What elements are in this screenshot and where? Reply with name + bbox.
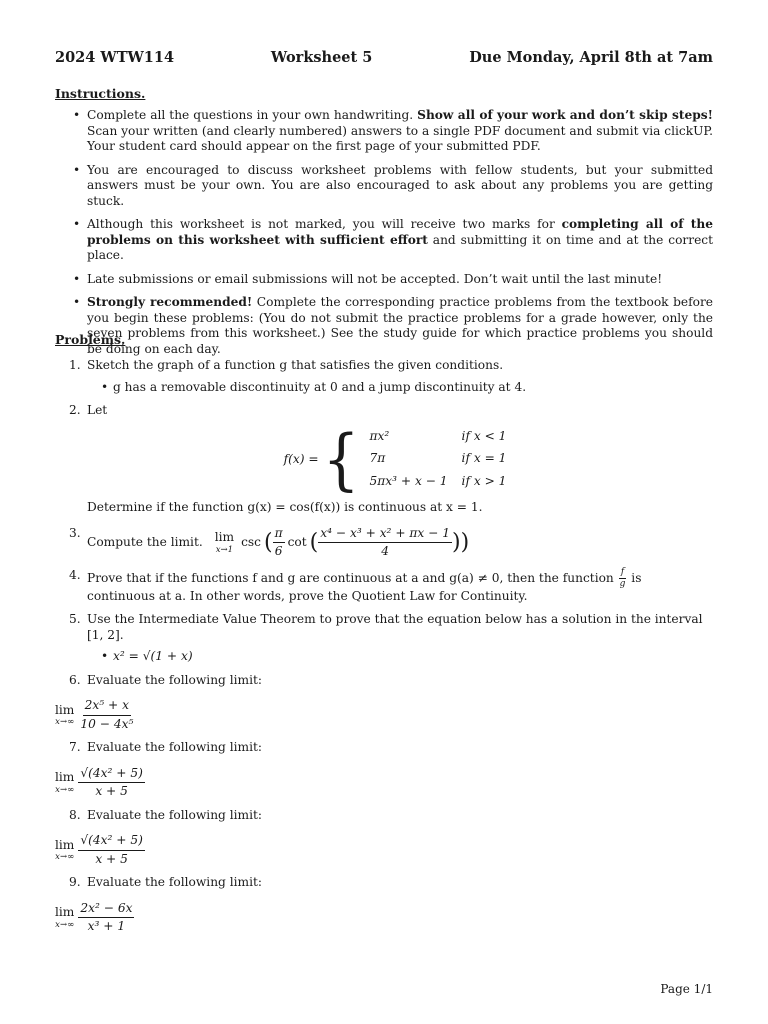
problem-8: 8. Evaluate the following limit: lim x→∞ $\frac{\text{√(4x² + 5)}}{x + 5}$ [55, 807, 262, 866]
instruction-item: • You are encouraged to discuss worksheet problems with fellow students, but your submitted answers must be your own. You are also encouraged to ask about any problems you are getting stuck. [55, 163, 713, 210]
problem-2: 2. Let f(x) = { πx² if x < 1 7π if x = 1 5πx³ + x − 1 if x > 1 Determine if the function g(x) = cos(f(x)) is continuous at x = 1. [55, 403, 713, 516]
limit-expression: lim x→∞ $\frac{\text{2x⁵ + x}}{\text{10 − 4x⁵}}$ [55, 698, 134, 731]
page-header [55, 50, 713, 66]
limit-expression: lim x→∞ $\frac{\text{√(4x² + 5)}}{x + 5}$ [55, 765, 143, 798]
course-code: 2024 WTW114 [55, 49, 175, 66]
page-number: Page 1/1 [660, 982, 713, 996]
piecewise-function [87, 420, 713, 499]
limit-expression: lim x→∞ $\frac{\text{√(4x² + 5)}}{x + 5}$ [55, 833, 143, 866]
problem-5: 5. Use the Intermediate Value Theorem to prove that the equation below has a solution in the interval [1, 2]. • x² = √(1 + x) [55, 612, 713, 665]
limit-fraction: $\frac{\text{x⁴ − x³ + x² + πx − 1}}{4}$ [320, 525, 451, 558]
problem-1-condition: • g has a removable discontinuity at 0 and a jump discontinuity at 4. [87, 380, 713, 396]
problem-3: 3. Compute the limit. lim x→1 csc ( $\frac{\pi}{6}$ cot ( $\frac{\text{x⁴ − x³ + x² + πx − 1}}{4}$ )) [69, 525, 470, 558]
limit-expression: lim x→∞ $\frac{\text{2x² − 6x}}{\text{x³ + 1}}$ [55, 900, 133, 933]
instruction-item: • Complete all the questions in your own handwriting. Show all of your work and don’t skip steps! Scan your written (and clearly numbered) answers to a single PDF document and submit via clickUP. Your student card should appear on the first page of your submitted PDF. [55, 108, 713, 155]
problem-1: 1. Sketch the graph of a function g that satisfies the given conditions. • g has a removable discontinuity at 0 and a jump discontinuity at 4. [55, 358, 713, 395]
problems-heading: Problems. [55, 332, 126, 347]
problems-list [55, 358, 713, 943]
limit-operator: lim x→1 [214, 530, 235, 555]
piecewise-lhs: f(x) = [283, 451, 319, 466]
problem-9: 9. Evaluate the following limit: lim x→∞ $\frac{\text{2x² − 6x}}{\text{x³ + 1}}$ [55, 875, 262, 933]
problem-5-equation: • x² = √(1 + x) [87, 649, 713, 665]
instruction-item: • Although this worksheet is not marked, you will receive two marks for completing all of the problems on this worksheet with sufficient effort and submitting it on time and at the correct place. [55, 217, 713, 264]
worksheet-title: Worksheet 5 [270, 49, 373, 66]
problem-7: 7. Evaluate the following limit: lim x→∞ $\frac{\text{√(4x² + 5)}}{x + 5}$ [55, 740, 262, 798]
instructions-list [55, 108, 713, 365]
instructions-heading: Instructions. [55, 86, 146, 101]
instruction-item: • Strongly recommended! Complete the corresponding practice problems from the textbook before you begin these problems: (You do not submit the practice problems for a grade however, only the seven problems from this worksheet.) See the study guide for which practice problems you should be doing on each day. [55, 295, 713, 357]
brace-symbol: { [322, 420, 360, 499]
due-date: Due Monday, April 8th at 7am [469, 49, 713, 66]
piecewise-cases: πx² if x < 1 7π if x = 1 5πx³ + x − 1 if x > 1 [369, 428, 507, 488]
worksheet-page [55, 0, 713, 1024]
quotient-fraction: $\frac{f}{g}$ [619, 566, 626, 589]
pi-over-six: $\frac{\pi}{6}$ [274, 525, 283, 558]
problem-6: 6. Evaluate the following limit: lim x→∞ $\frac{\text{2x⁵ + x}}{\text{10 − 4x⁵}}$ [55, 672, 262, 731]
problem-4: 4. Prove that if the functions f and g are continuous at a and g(a) ≠ 0, then the function $\frac{f}{g}$ is continuous at a. In other words, prove the Quotient Law for Continuity. [69, 566, 642, 603]
problem-2-question: Determine if the function g(x) = cos(f(x)) is continuous at x = 1. [87, 500, 483, 514]
instruction-item: • Late submissions or email submissions will not be accepted. Don’t wait until the last minute! [55, 272, 713, 288]
